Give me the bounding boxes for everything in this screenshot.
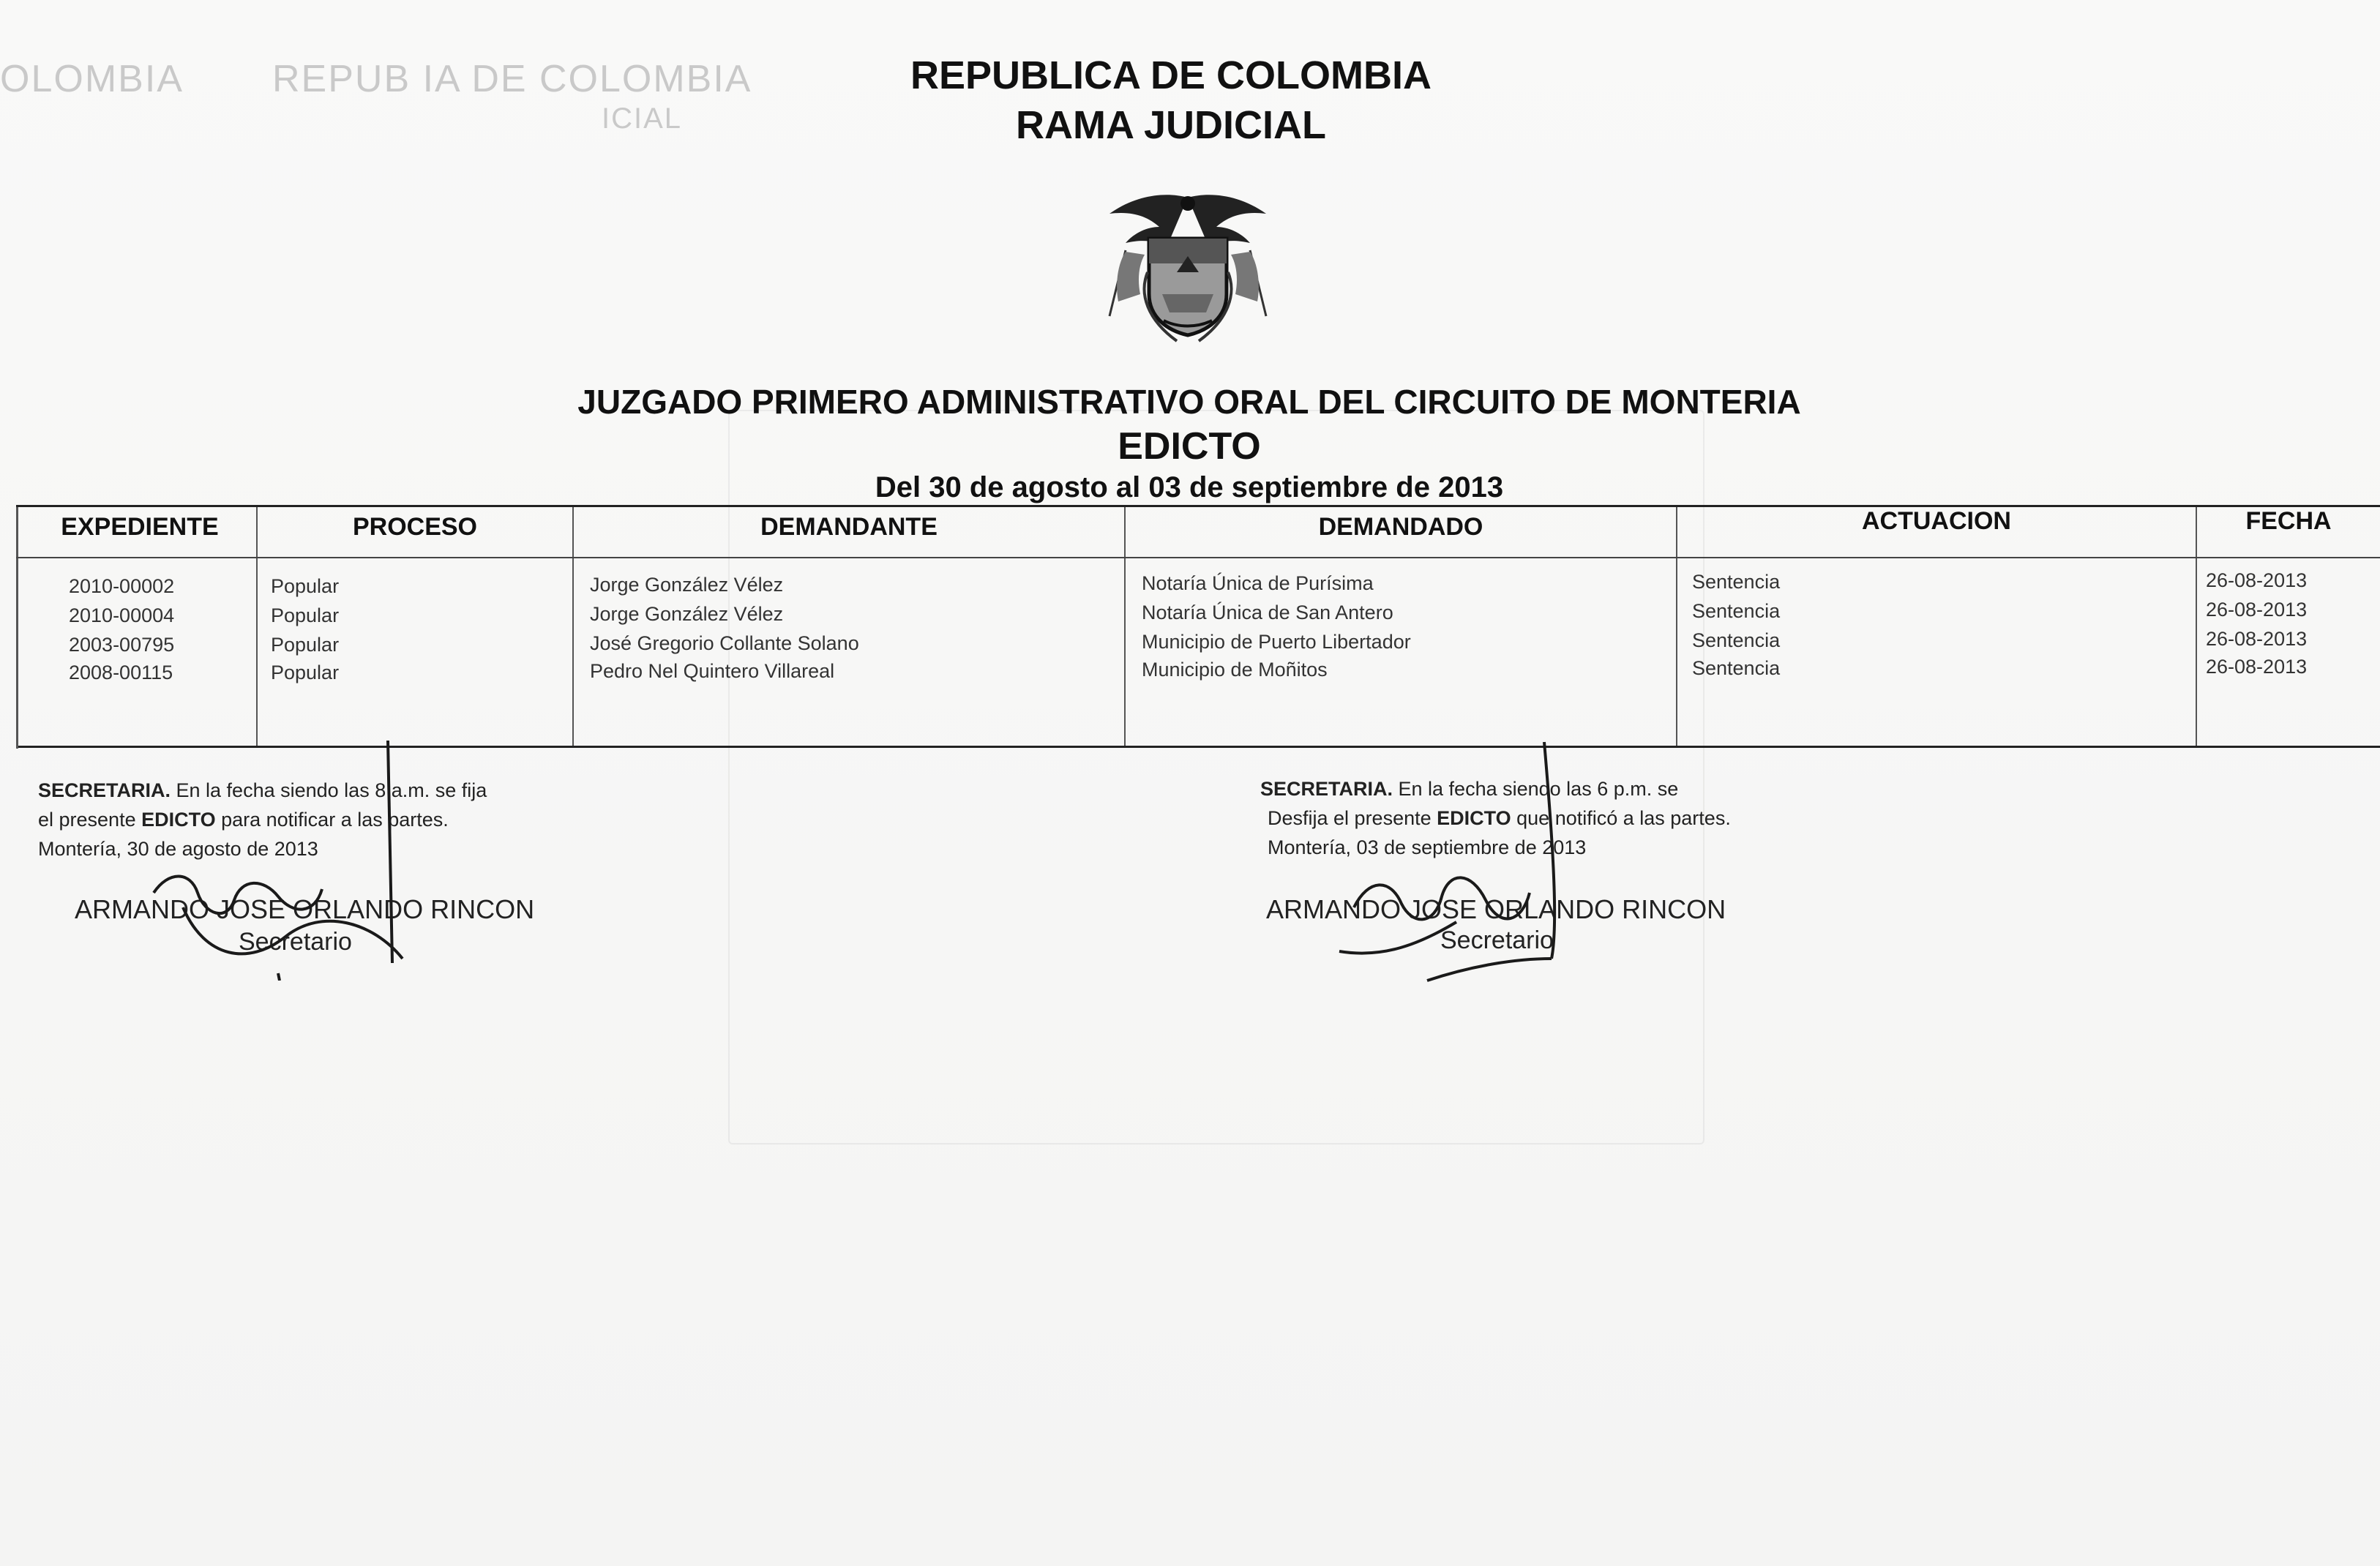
cell-fecha: 26-08-2013 [2206, 628, 2308, 650]
cell-fecha: 26-08-2013 [2206, 569, 2308, 591]
column-divider [1676, 507, 1677, 746]
document-title: EDICTO [1118, 425, 1261, 468]
cell-demandado: Notaría Única de San Antero [1142, 602, 1393, 623]
right-note-text-2b: que notificó a las partes. [1511, 807, 1731, 829]
left-note-label: SECRETARIA. [38, 779, 171, 801]
right-note-edicto: EDICTO [1437, 807, 1511, 829]
cell-demandado: Notaría Única de Purísima [1142, 572, 1374, 594]
court-name: JUZGADO PRIMERO ADMINISTRATIVO ORAL DEL CIRCUITO DE MONTERIA [577, 383, 1801, 421]
column-header-demandante: DEMANDANTE [760, 513, 938, 541]
column-header-demandado: DEMANDADO [1318, 513, 1483, 541]
cell-proceso: Popular [271, 634, 340, 656]
right-signer-name: ARMANDO JOSE ORLANDO RINCON [1266, 894, 1726, 924]
date-range: Del 30 de agosto al 03 de septiembre de 2013 [875, 471, 1504, 503]
left-note-text-2b: para notificar a las partes. [215, 809, 449, 831]
cell-expediente: 2003-00795 [69, 634, 175, 656]
left-note-edicto: EDICTO [141, 809, 216, 831]
column-divider [572, 507, 574, 746]
right-note-text-1: En la fecha siendo las 6 p.m. se [1393, 778, 1679, 800]
column-divider [2196, 507, 2197, 746]
cell-proceso: Popular [271, 604, 340, 626]
country-heading: REPUBLICA DE COLOMBIA [910, 53, 1432, 97]
column-divider [1124, 507, 1126, 746]
cell-demandado: Municipio de Moñitos [1142, 659, 1328, 681]
edicto-table [16, 505, 2380, 748]
column-header-actuacion: ACTUACION [1862, 507, 2011, 535]
cell-actuacion: Sentencia [1692, 600, 1781, 622]
cell-proceso: Popular [271, 662, 340, 683]
column-header-proceso: PROCESO [352, 513, 478, 541]
left-signer-role: Secretario [239, 928, 352, 956]
cell-demandante: Jorge González Vélez [590, 574, 784, 596]
left-note-text-1: En la fecha siendo las 8 a.m. se fija [171, 779, 487, 801]
ghost-text-left: OLOMBIA [0, 58, 184, 100]
cell-demandante: Jorge González Vélez [590, 603, 784, 625]
branch-heading: RAMA JUDICIAL [1016, 103, 1326, 147]
cell-fecha: 26-08-2013 [2206, 656, 2308, 678]
cell-demandante: Pedro Nel Quintero Villareal [590, 660, 835, 682]
cell-expediente: 2010-00002 [69, 575, 175, 597]
left-signer-name: ARMANDO JOSE ORLANDO RINCON [75, 894, 535, 924]
cell-actuacion: Sentencia [1692, 571, 1781, 593]
right-signer-role: Secretario [1440, 926, 1554, 954]
cell-fecha: 26-08-2013 [2206, 599, 2308, 621]
left-note-text-2a: el presente [38, 809, 142, 831]
coat-of-arms-icon [1096, 184, 1279, 345]
ghost-text-sub: ICIAL [602, 102, 683, 135]
cell-proceso: Popular [271, 575, 340, 597]
cell-demandado: Municipio de Puerto Libertador [1142, 631, 1411, 653]
ghost-text-middle: REPUB IA DE COLOMBIA [272, 58, 752, 100]
column-header-fecha: FECHA [2245, 507, 2332, 535]
cell-demandante: José Gregorio Collante Solano [590, 632, 859, 654]
right-note-text-2a: Desfija el presente [1268, 807, 1437, 829]
cell-expediente: 2010-00004 [69, 604, 175, 626]
right-note-line-3: Montería, 03 de septiembre de 2013 [1268, 836, 1587, 858]
column-header-expediente: EXPEDIENTE [61, 513, 219, 541]
left-signature-icon [139, 739, 417, 981]
cell-expediente: 2008-00115 [69, 662, 173, 683]
right-note-label: SECRETARIA. [1260, 778, 1393, 800]
table-left-border [16, 507, 18, 749]
column-divider [256, 507, 258, 746]
right-signature-icon [1332, 739, 1610, 995]
left-note-line-3: Montería, 30 de agosto de 2013 [38, 838, 318, 860]
header-divider [16, 557, 2380, 558]
cell-actuacion: Sentencia [1692, 629, 1781, 651]
cell-actuacion: Sentencia [1692, 657, 1781, 679]
